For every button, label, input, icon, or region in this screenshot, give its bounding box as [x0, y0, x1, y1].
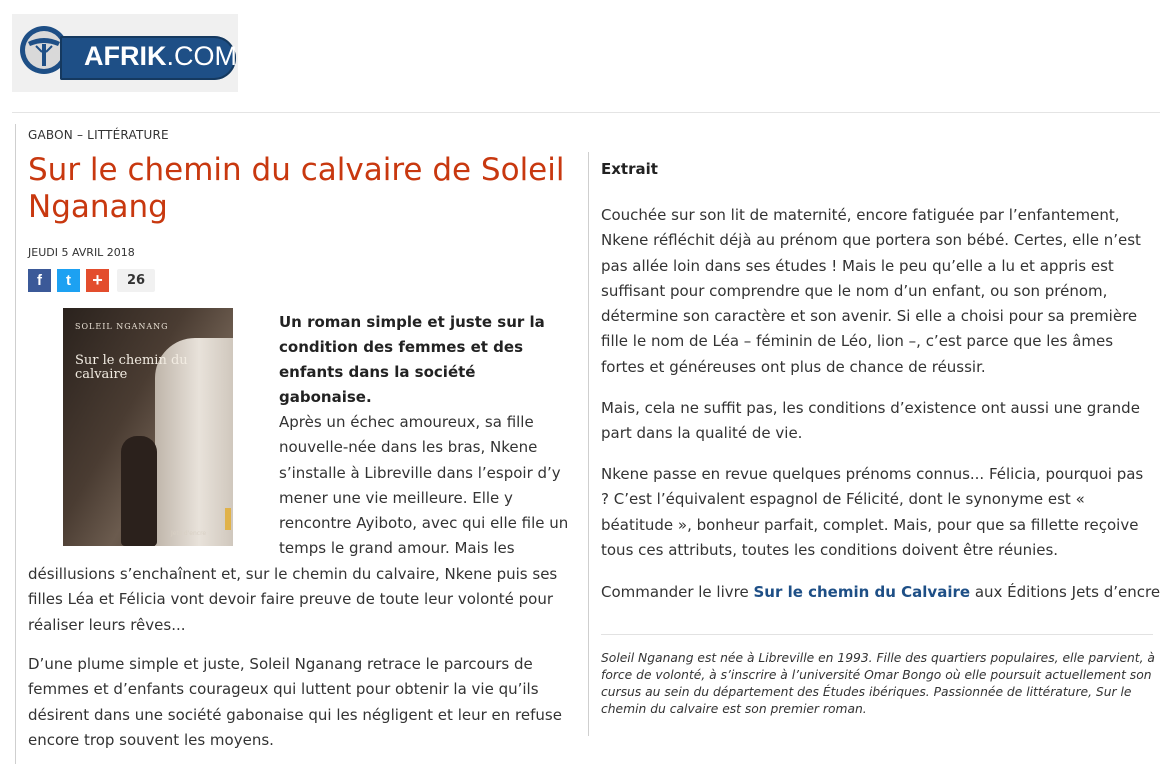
order-line [601, 580, 1160, 605]
facebook-share-button[interactable] [28, 269, 51, 292]
twitter-share-button[interactable] [57, 269, 80, 292]
article-paragraph-1a: Après un échec amoureux, sa fille nouvelle-née dans les bras, Nkene s’installe à Libreville dans l’espoir d’y mener une vie meilleure. Elle y rencontre Ayiboto, avec qui elle file un temps le grand amour. Mais les [279, 413, 569, 558]
more-share-button[interactable] [86, 269, 109, 292]
facebook-icon: f [37, 272, 42, 289]
author-bio: Soleil Nganang est née à Libreville en 1993. Fille des quartiers populaires, elle parvient, à force de volonté, à s’inscrire à l’université Omar Bongo où elle poursuit actuellement son cursus au sein du département des Études ibériques. Passionnée de littérature, Sur le chemin du calvaire est son premier roman. [601, 651, 1155, 716]
plus-icon: + [92, 270, 103, 290]
left-border [15, 124, 16, 764]
twitter-icon: t [66, 272, 71, 289]
header-divider [12, 112, 1160, 113]
order-book-link[interactable]: Sur le chemin du Calvaire [753, 583, 971, 601]
site-logo[interactable] [12, 14, 238, 92]
cover-title: Sur le chemin du calvaire [75, 353, 188, 382]
extract-heading: Extrait [601, 160, 658, 178]
article-lead: Un roman simple et juste sur la condition des femmes et des enfants dans la société gabonaise. [279, 313, 545, 406]
bio-separator [601, 634, 1153, 635]
column-divider [588, 152, 589, 736]
cover-author: SOLEIL NGANANG [75, 322, 169, 331]
order-prefix: Commander le livre [601, 583, 754, 601]
cover-figure-child [121, 436, 157, 546]
article-date: JEUDI 5 AVRIL 2018 [28, 246, 135, 259]
cover-spine-tag [225, 508, 231, 530]
logo-wordmark: AFRIK.COM [84, 41, 237, 71]
extract-paragraph-2: Mais, cela ne suffit pas, les conditions d’existence ont aussi une grande part dans la qualité de vie. [601, 399, 1140, 443]
article-title: Sur le chemin du calvaire de Soleil Nganang [28, 152, 565, 225]
order-suffix: aux Éditions Jets d’encre [970, 583, 1160, 601]
article-paragraph-2: D’une plume simple et juste, Soleil Nganang retrace le parcours de femmes et d’enfants courageux qui luttent pour obtenir la vie qu’ils désirent dans une société gabonaise qui les négligent et leur en refuse encore trop souvent les moyens. [28, 655, 562, 749]
cover-publisher: Jets d'encre [171, 530, 207, 537]
extract-paragraph-1: Couchée sur son lit de maternité, encore fatiguée par l’enfantement, Nkene réfléchit déjà au prénom que portera son bébé. Certes, elle n’est pas allée loin dans ses études ! Mais le peu qu’elle a lu et appris est suffisant pour comprendre que le nom d’un enfant, ou son prénom, détermine son caractère et son avenir. Si elle a choisi pour sa première fille le nom de Léa – féminin de Léo, lion –, c’est parce que les âmes fortes et généreuses ont plus de chance de réussir. [601, 206, 1141, 376]
share-bar [28, 269, 155, 292]
extract-paragraph-3: Nkene passe en revue quelques prénoms connus... Félicia, pourquoi pas ? C’est l’équivalent espagnol de Félicité, dont le synonyme est « béatitude », bonheur parfait, complet. Mais, pour que sa fillette reçoive tous ces attributs, toutes les conditions doivent être réunies. [601, 465, 1144, 559]
article-paragraph-1b: désillusions s’enchaînent et, sur le chemin du calvaire, Nkene puis ses filles Léa et Félicia vont devoir faire preuve de toute leur volonté pour réaliser leurs rêves... [28, 565, 558, 634]
share-count: 26 [117, 269, 155, 292]
category-breadcrumb[interactable]: GABON – LITTÉRATURE [28, 128, 169, 142]
book-cover-image [63, 308, 233, 546]
